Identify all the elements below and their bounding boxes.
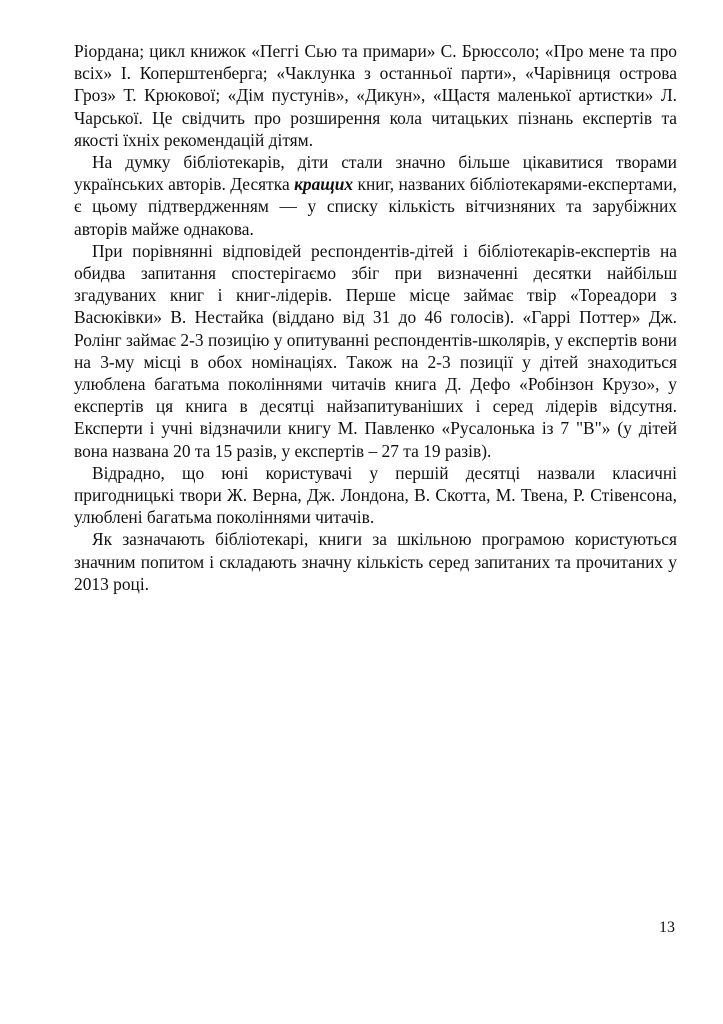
paragraph-text-before-emphasis: На думку бібліотекарів, діти стали значно більше цікавитися творами українських авторів. Десятка (74, 152, 677, 195)
paragraph-comparison: При порівнянні відповідей респондентів-дітей і бібліотекарів-експертів на обидва запитання спостерігаємо збіг при визначенні десятки найбільш згадуваних книг і книг-лідерів. Перше місце займає твір «Тореадори з Васюківки» В. Нестайка (віддано від 31 до 46 голосів). «Гаррі Поттер» Дж. Ролінг займає 2-3 позицію у опитуванні респондентів-школярів, у експертів вони на 3-му місці в обох номінаціях. Також на 2-3 позиції у дітей знаходиться улюблена багатьма поколіннями читачів книга Д. Дефо «Робінзон Крузо», у експертів ця книга в десятці найзапитуваніших і серед лідерів відсутня. Експерти і учні відзначили книгу М. Павленко «Русалонька із 7 "В"» (у дітей вона названа 20 та 15 разів, у експертів – 27 та 19 разів). (74, 240, 677, 461)
page-number: 13 (659, 919, 675, 936)
emphasized-word: кращих (294, 174, 354, 195)
paragraph-school-program: Як зазначають бібліотекарі, книги за шкільною програмою користуються значним попитом і складають значну кількість серед запитаних та прочитаних у 2013 році. (74, 529, 677, 594)
paragraph-text-after-emphasis: книг, названих бібліотекарями-експертами, є цьому підтвердженням — у списку кількість вітчизняних та зарубіжних авторів майже однакова. (74, 174, 677, 239)
paragraph-ukrainian-authors (74, 151, 677, 240)
paragraph-classics: Відрадно, що юні користувачі у першій десятці назвали класичні пригодницькі твори Ж. Верна, Дж. Лондона, В. Скотта, М. Твена, Р. Стівенсона, улюблені багатьма поколіннями читачів. (74, 462, 677, 528)
body-text (74, 40, 677, 595)
paragraph-continued: Ріордана; цикл книжок «Пеггі Сью та примари» С. Брюссоло; «Про мене та про всіх» І. Коперштенберга; «Чаклунка з останньої парти», «Чарівниця острова Гроз» Т. Крюкової; «Дім пустунів», «Дикун», «Щастя маленької артистки» Л. Чарської. Це свідчить про розширення кола читацьких пізнань експертів та якості їхніх рекомендацій дітям. (74, 41, 677, 150)
